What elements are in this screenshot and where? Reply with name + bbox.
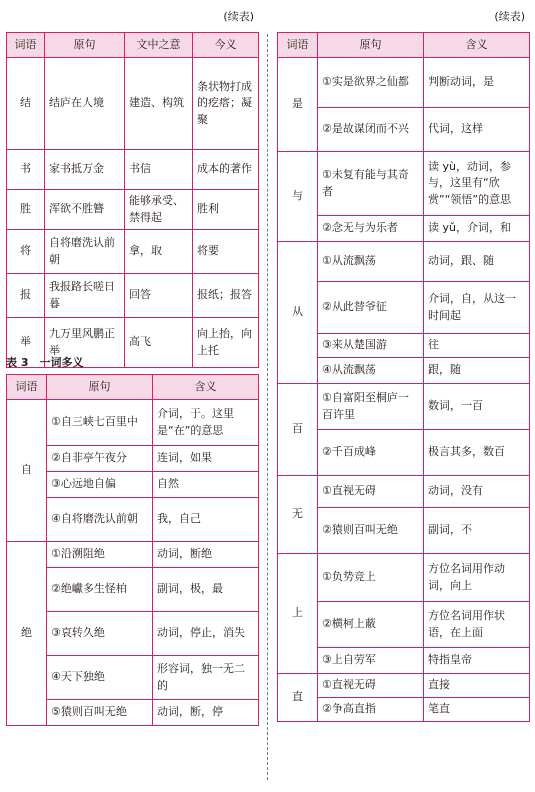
cell-meaning: 极言其多，数百 bbox=[424, 430, 530, 476]
cell-meaning: 动词，没有 bbox=[424, 476, 530, 508]
cell-meaning: 介词，于。这里是“在”的意思 bbox=[153, 400, 259, 446]
ancient-modern-meaning-table bbox=[6, 32, 259, 368]
cell-meaning: 方位名词用作动词，向上 bbox=[424, 554, 530, 602]
table3-caption: 表 3 一词多义 bbox=[6, 356, 84, 369]
header-word: 词语 bbox=[278, 33, 318, 58]
cell-sentence: 我报路长嗟日暮 bbox=[45, 274, 125, 318]
table-row bbox=[7, 58, 259, 150]
header-word: 词语 bbox=[7, 375, 47, 400]
cell-word: 将 bbox=[7, 230, 45, 274]
table-row bbox=[7, 230, 259, 274]
polysemy-table-right bbox=[277, 32, 530, 722]
table-row bbox=[7, 400, 259, 446]
cell-meaning: 自然 bbox=[153, 472, 259, 498]
cell-meaning: 数词，一百 bbox=[424, 384, 530, 430]
table-header-row bbox=[7, 33, 259, 58]
cell-meaning: 动词，断绝 bbox=[153, 542, 259, 568]
cell-sentence: ⑤猿则百叫无绝 bbox=[47, 700, 153, 726]
cell-meaning: 动词，断，停 bbox=[153, 700, 259, 726]
table-row bbox=[7, 542, 259, 568]
table-header-row bbox=[7, 375, 259, 400]
table-row bbox=[7, 274, 259, 318]
header-meaning: 含义 bbox=[153, 375, 259, 400]
cell-word: 绝 bbox=[7, 542, 47, 726]
cell-meaning: 能够承受、禁得起 bbox=[125, 190, 193, 230]
header-meaning: 含义 bbox=[424, 33, 530, 58]
cell-sentence: ①直视无碍 bbox=[318, 476, 424, 508]
cell-meaning: 回答 bbox=[125, 274, 193, 318]
table-row bbox=[278, 152, 530, 216]
table-row bbox=[278, 554, 530, 602]
table-row bbox=[278, 674, 530, 698]
cell-meaning: 动词，停止，消失 bbox=[153, 612, 259, 656]
cell-sentence: 九万里风鹏正举 bbox=[45, 318, 125, 368]
cell-sentence: ②是故谋闭而不兴 bbox=[318, 108, 424, 152]
cell-sentence: ②念无与为乐者 bbox=[318, 216, 424, 242]
cell-word: 百 bbox=[278, 384, 318, 476]
table-row bbox=[278, 58, 530, 108]
polysemy-table-left bbox=[6, 374, 259, 726]
cell-sentence: ①直视无碍 bbox=[318, 674, 424, 698]
cell-word: 结 bbox=[7, 58, 45, 150]
cell-meaning: 读 yù，动词，参与，这里有“欣赏”“领悟”的意思 bbox=[424, 152, 530, 216]
cell-meaning: 直接 bbox=[424, 674, 530, 698]
cell-sentence: ③上自劳军 bbox=[318, 648, 424, 674]
table-row bbox=[278, 476, 530, 508]
cell-sentence: ②从此替爷征 bbox=[318, 282, 424, 334]
cell-sentence: ①自三峡七百里中 bbox=[47, 400, 153, 446]
cell-meaning: 高飞 bbox=[125, 318, 193, 368]
cell-word: 是 bbox=[278, 58, 318, 152]
cell-word: 报 bbox=[7, 274, 45, 318]
continued-label-left: (续表) bbox=[223, 10, 254, 23]
cell-modern: 条状物打成的疙瘩；凝聚 bbox=[193, 58, 259, 150]
cell-sentence: 结庐在人境 bbox=[45, 58, 125, 150]
cell-sentence: ④自将磨洗认前朝 bbox=[47, 498, 153, 542]
table-row bbox=[278, 242, 530, 282]
table-row bbox=[7, 190, 259, 230]
cell-sentence: ①沿溯阻绝 bbox=[47, 542, 153, 568]
cell-sentence: ③哀转久绝 bbox=[47, 612, 153, 656]
cell-meaning: 建造、构筑 bbox=[125, 58, 193, 150]
cell-word: 上 bbox=[278, 554, 318, 674]
cell-sentence: ②自非亭午夜分 bbox=[47, 446, 153, 472]
header-sentence: 原句 bbox=[318, 33, 424, 58]
cell-sentence: ②千百成峰 bbox=[318, 430, 424, 476]
cell-modern: 胜利 bbox=[193, 190, 259, 230]
cell-sentence: ②猿则百叫无绝 bbox=[318, 508, 424, 554]
cell-word: 无 bbox=[278, 476, 318, 554]
cell-sentence: ①实是欲界之仙都 bbox=[318, 58, 424, 108]
cell-meaning: 书信 bbox=[125, 150, 193, 190]
header-meaning-in-text: 文中之意 bbox=[125, 33, 193, 58]
cell-meaning: 跟，随 bbox=[424, 358, 530, 384]
cell-meaning: 读 yǔ，介词，和 bbox=[424, 216, 530, 242]
cell-sentence: 家书抵万金 bbox=[45, 150, 125, 190]
cell-meaning: 介词，自，从这一时间起 bbox=[424, 282, 530, 334]
cell-modern: 报纸；报答 bbox=[193, 274, 259, 318]
cell-sentence: ③来从楚国游 bbox=[318, 334, 424, 358]
cell-meaning: 我，自己 bbox=[153, 498, 259, 542]
cell-modern: 向上抬，向上托 bbox=[193, 318, 259, 368]
cell-meaning: 副词，不 bbox=[424, 508, 530, 554]
cell-word: 与 bbox=[278, 152, 318, 242]
table-row bbox=[278, 384, 530, 430]
table-row bbox=[7, 150, 259, 190]
cell-sentence: ③心远地自偏 bbox=[47, 472, 153, 498]
cell-sentence: ④从流飘荡 bbox=[318, 358, 424, 384]
cell-word: 书 bbox=[7, 150, 45, 190]
cell-meaning: 连词，如果 bbox=[153, 446, 259, 472]
header-modern-meaning: 今义 bbox=[193, 33, 259, 58]
header-sentence: 原句 bbox=[45, 33, 125, 58]
table-header-row bbox=[278, 33, 530, 58]
cell-sentence: ④天下独绝 bbox=[47, 656, 153, 700]
cell-meaning: 动词，跟、随 bbox=[424, 242, 530, 282]
cell-sentence: ①自富阳至桐庐一百许里 bbox=[318, 384, 424, 430]
cell-sentence: ②争高直指 bbox=[318, 698, 424, 722]
cell-word: 从 bbox=[278, 242, 318, 384]
cell-word: 自 bbox=[7, 400, 47, 542]
cell-sentence: ①负势竞上 bbox=[318, 554, 424, 602]
continued-label-right: (续表) bbox=[494, 10, 525, 23]
cell-meaning: 代词，这样 bbox=[424, 108, 530, 152]
cell-word: 直 bbox=[278, 674, 318, 722]
cell-meaning: 形容词，独一无二的 bbox=[153, 656, 259, 700]
column-divider bbox=[267, 34, 268, 780]
cell-meaning: 往 bbox=[424, 334, 530, 358]
cell-meaning: 笔直 bbox=[424, 698, 530, 722]
cell-word: 胜 bbox=[7, 190, 45, 230]
cell-modern: 将要 bbox=[193, 230, 259, 274]
cell-sentence: 浑欲不胜簪 bbox=[45, 190, 125, 230]
cell-sentence: 自将磨洗认前朝 bbox=[45, 230, 125, 274]
cell-modern: 成本的著作 bbox=[193, 150, 259, 190]
cell-word: 举 bbox=[7, 318, 45, 368]
cell-sentence: ②绝巘多生怪柏 bbox=[47, 568, 153, 612]
cell-meaning: 特指皇帝 bbox=[424, 648, 530, 674]
cell-sentence: ①从流飘荡 bbox=[318, 242, 424, 282]
cell-meaning: 副词，极，最 bbox=[153, 568, 259, 612]
cell-meaning: 判断动词，是 bbox=[424, 58, 530, 108]
cell-sentence: ①未复有能与其奇者 bbox=[318, 152, 424, 216]
cell-meaning: 拿，取 bbox=[125, 230, 193, 274]
header-sentence: 原句 bbox=[47, 375, 153, 400]
cell-meaning: 方位名词用作状语，在上面 bbox=[424, 602, 530, 648]
cell-sentence: ②横柯上蔽 bbox=[318, 602, 424, 648]
header-word: 词语 bbox=[7, 33, 45, 58]
